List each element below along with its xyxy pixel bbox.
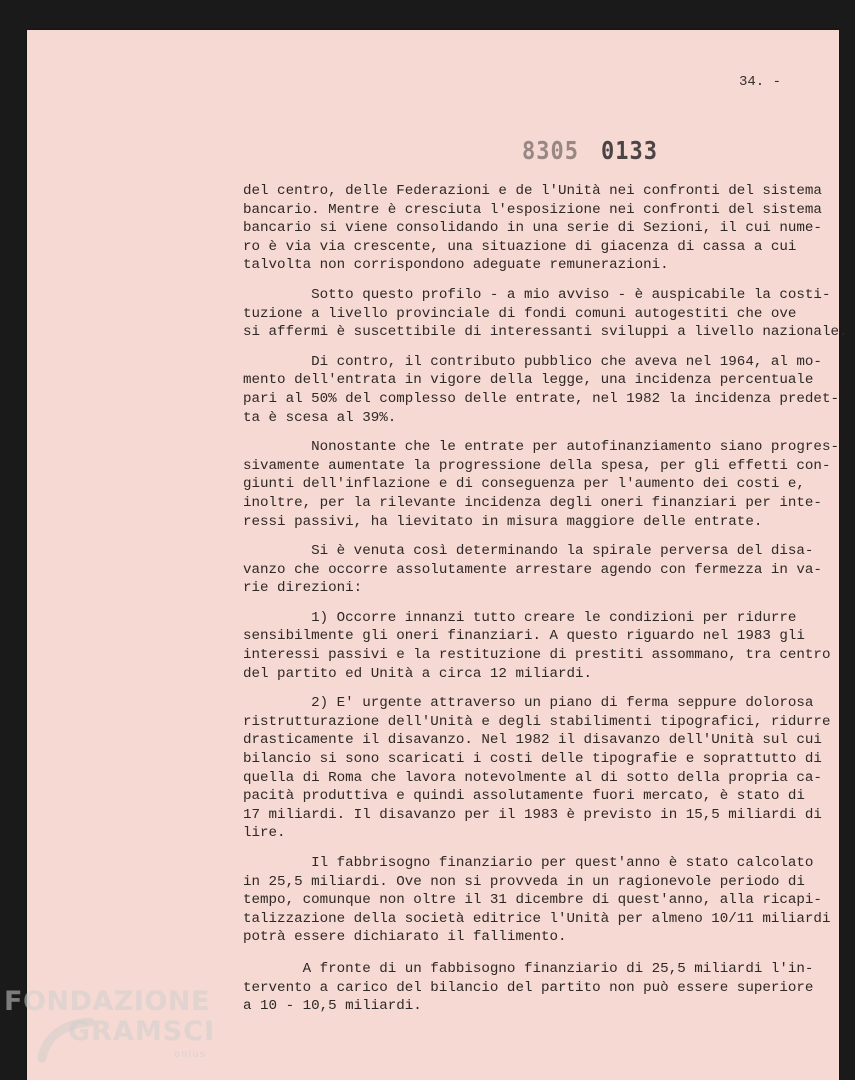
text-line: Nonostante che le entrate per autofinanziamento siano progres- xyxy=(243,439,839,456)
watermark-sub: onlus xyxy=(174,1049,206,1060)
text-line: mento dell'entrata in vigore della legge, una incidenza percentuale xyxy=(243,372,814,389)
text-line: pari al 50% del complesso delle entrate, nel 1982 la incidenza predet- xyxy=(243,390,839,407)
paragraph xyxy=(243,182,833,275)
text-line: Di contro, il contributo pubblico che aveva nel 1964, al mo- xyxy=(243,353,822,370)
text-line: bancario si viene consolidando in una serie di Sezioni, il cui nume- xyxy=(243,220,822,237)
text-line: quella di Roma che lavora notevolmente al di sotto della propria ca- xyxy=(243,769,822,786)
text-line: interessi passivi e la restituzione di prestiti assommano, tra centro xyxy=(243,647,831,664)
stamp-number-1: 8305 xyxy=(522,137,579,166)
text-line: Si è venuta così determinando la spirale perversa del disa- xyxy=(243,543,814,560)
text-line: talvolta non corrispondono adeguate remunerazioni. xyxy=(243,257,669,274)
page-number: 34. - xyxy=(739,74,782,90)
paragraph xyxy=(243,694,833,843)
text-line: inoltre, per la rilevante incidenza degli oneri finanziari per inte- xyxy=(243,494,822,511)
fondazione-gramsci-watermark xyxy=(4,986,224,1076)
text-line: del centro, delle Federazioni e de l'Unità nei confronti del sistema xyxy=(243,183,822,199)
text-line: A fronte di un fabbisogno finanziario di 25,5 miliardi l'in- xyxy=(243,960,814,977)
text-line: ro è via via crescente, una situazione di giacenza di cassa a cui xyxy=(243,238,797,255)
text-line: 17 miliardi. Il disavanzo per il 1983 è previsto in 15,5 miliardi di xyxy=(243,806,822,823)
text-line: pacità produttiva e quindi assolutamente fuori mercato, è stato di xyxy=(243,788,805,805)
text-line: lire. xyxy=(243,825,286,842)
text-line: a 10 - 10,5 miliardi. xyxy=(243,998,422,1015)
text-line: drasticamente il disavanzo. Nel 1982 il disavanzo dell'Unità sul cui xyxy=(243,732,822,749)
watermark-line-2: GRAMSCI xyxy=(68,1016,216,1047)
text-line: Il fabbrisogno finanziario per quest'anno è stato calcolato xyxy=(243,855,814,871)
text-line: talizzazione della società editrice l'Unità per almeno 10/11 miliardi xyxy=(243,910,831,927)
text-line: ressi passivi, ha lievitato in misura maggiore delle entrate. xyxy=(243,513,763,530)
paragraph xyxy=(243,286,848,342)
text-line: vanzo che occorre assolutamente arrestare agendo con fermezza in va- xyxy=(243,561,822,578)
archive-stamp xyxy=(522,137,658,166)
text-line: ristrutturazione dell'Unità e degli stabilimenti tipografici, ridurre xyxy=(243,713,831,730)
text-line: giunti dell'inflazione e di conseguenza per l'aumento dei costi e, xyxy=(243,476,805,493)
stamp-number-2: 0133 xyxy=(600,137,658,166)
text-line: rie direzioni: xyxy=(243,580,363,597)
paragraph xyxy=(243,542,833,598)
text-line: tempo, comunque non oltre il 31 dicembre di quest'anno, alla ricapi- xyxy=(243,892,822,909)
text-line: bancario. Mentre è cresciuta l'esposizione nei confronti del sistema xyxy=(243,201,822,218)
text-line: tuzione a livello provinciale di fondi comuni autogestiti che ove xyxy=(243,305,797,322)
text-line: ta è scesa al 39%. xyxy=(243,409,397,426)
text-line: in 25,5 miliardi. Ove non si provveda in un ragionevole periodo di xyxy=(243,873,805,890)
watermark-line-1: FONDAZIONE xyxy=(4,986,210,1017)
text-line: 2) E' urgente attraverso un piano di ferma seppure dolorosa xyxy=(243,695,814,712)
text-line: Sotto questo profilo - a mio avviso - è auspicabile la costi- xyxy=(243,286,831,303)
text-line: si affermi è suscettibile di interessanti sviluppi a livello nazionale. xyxy=(243,324,848,341)
text-line: potrà essere dichiarato il fallimento. xyxy=(243,929,567,946)
text-line: del partito ed Unità a circa 12 miliardi. xyxy=(243,665,593,682)
paragraph xyxy=(243,353,839,427)
text-line: sensibilmente gli oneri finanziari. A questo riguardo nel 1983 gli xyxy=(243,628,805,645)
text-line: bilancio si sono scaricati i costi delle tipografie e soprattutto di xyxy=(243,751,822,768)
paragraph xyxy=(243,960,833,1016)
text-line: 1) Occorre innanzi tutto creare le condizioni per ridurre xyxy=(243,609,797,626)
document-body xyxy=(243,182,848,1027)
text-line: tervento a carico del bilancio del partito non può essere superiore xyxy=(243,979,814,996)
paragraph xyxy=(243,609,833,683)
text-line: sivamente aumentate la progressione della spesa, per gli effetti con- xyxy=(243,457,831,474)
paragraph xyxy=(243,438,839,531)
document-page xyxy=(27,30,848,1080)
paragraph xyxy=(243,854,833,947)
